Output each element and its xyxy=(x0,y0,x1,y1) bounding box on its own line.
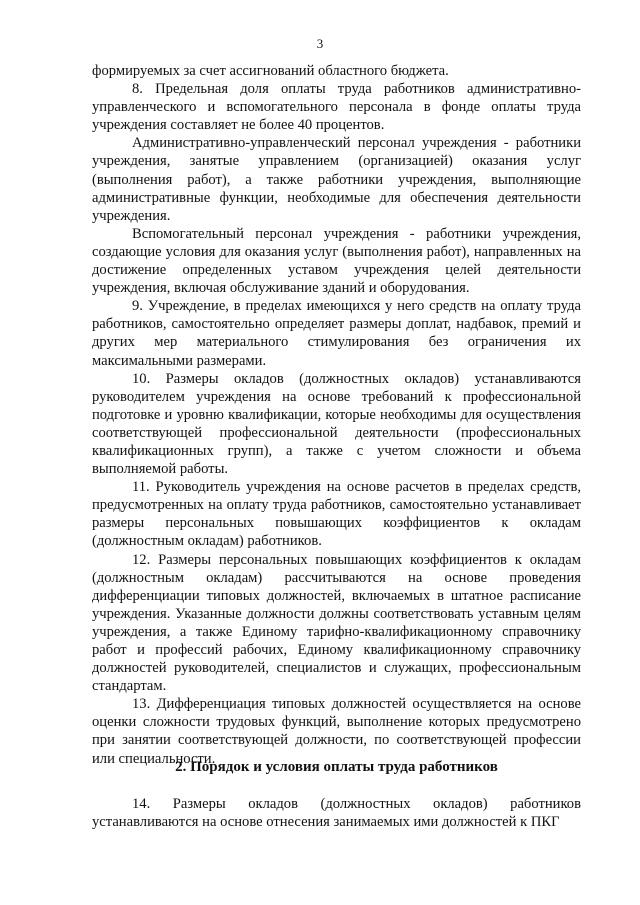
paragraph-13: 13. Дифференциация типовых должностей осуществляется на основе оценки сложности трудовых функций, выполнение которых предусмотрено при занятии соответствующей должности, по соответствующей профессии или специальности. xyxy=(92,696,581,767)
paragraph-14-line2: устанавливаются на основе отнесения занимаемых ими должностей к ПКГ xyxy=(92,814,560,831)
paragraph-9: 9. Учреждение, в пределах имеющихся у него средств на оплату труда работников, самостоятельно определяет размеры доплат, надбавок, премий и других мер материального стимулирования без ограничения их максимальными размерами. xyxy=(92,298,581,369)
paragraph-admin-staff: Административно-управленческий персонал учреждения - работники учреждения, занятые управлением (организацией) оказания услуг (выполнения работ), а также работники учреждения, выполняющие административные функции, необходимые для обеспечения деятельности учреждения. xyxy=(92,135,581,224)
page-number: 3 xyxy=(316,36,324,51)
section-heading: 2. Порядок и условия оплаты труда работников xyxy=(175,759,498,775)
document-body xyxy=(92,62,581,768)
paragraph-support-staff: Вспомогательный персонал учреждения - работники учреждения, создающие условия для оказания услуг (выполнения работ), направленных на достижение определенных уставом учреждения целей деятельности учреждения, включая обслуживание зданий и оборудования. xyxy=(92,225,581,297)
paragraph-continuation: формируемых за счет ассигнований областного бюджета. xyxy=(92,63,449,79)
paragraph-11: 11. Руководитель учреждения на основе расчетов в пределах средств, предусмотренных на оплату труда работников, самостоятельно устанавливает размеры персональных повышающих коэффициентов к окладам (должностным окладам) работников. xyxy=(92,479,581,550)
paragraph-10: 10. Размеры окладов (должностных окладов) устанавливаются руководителем учреждения на основе требований к профессиональной подготовке и уровню квалификации, которые необходимы для осуществления соответствующей профессиональной деятельности (профессиональных квалификационных групп), а также с учетом сложности и объема выполняемой работы. xyxy=(92,370,581,478)
section-body xyxy=(92,795,581,831)
paragraph-8: 8. Предельная доля оплаты труда работников административно-управленческого и вспомогательного персонала в фонде оплаты труда учреждения составляет не более 40 процентов. xyxy=(92,81,581,134)
paragraph-12: 12. Размеры персональных повышающих коэффициентов к окладам (должностным окладам) рассчитываются на основе проведения дифференциации типовых должностей, включаемых в штатное расписание учреждения. Указанные должности должны соответствовать уставным целям учреждения, а также Единому тарифно-квалификационному справочнику работ и профессий рабочих, Единому квалификационному справочнику должностей руководителей, специалистов и служащих, профессиональным стандартам. xyxy=(92,551,581,695)
paragraph-14-line1: 14. Размеры окладов (должностных окладов) работников xyxy=(132,796,581,812)
